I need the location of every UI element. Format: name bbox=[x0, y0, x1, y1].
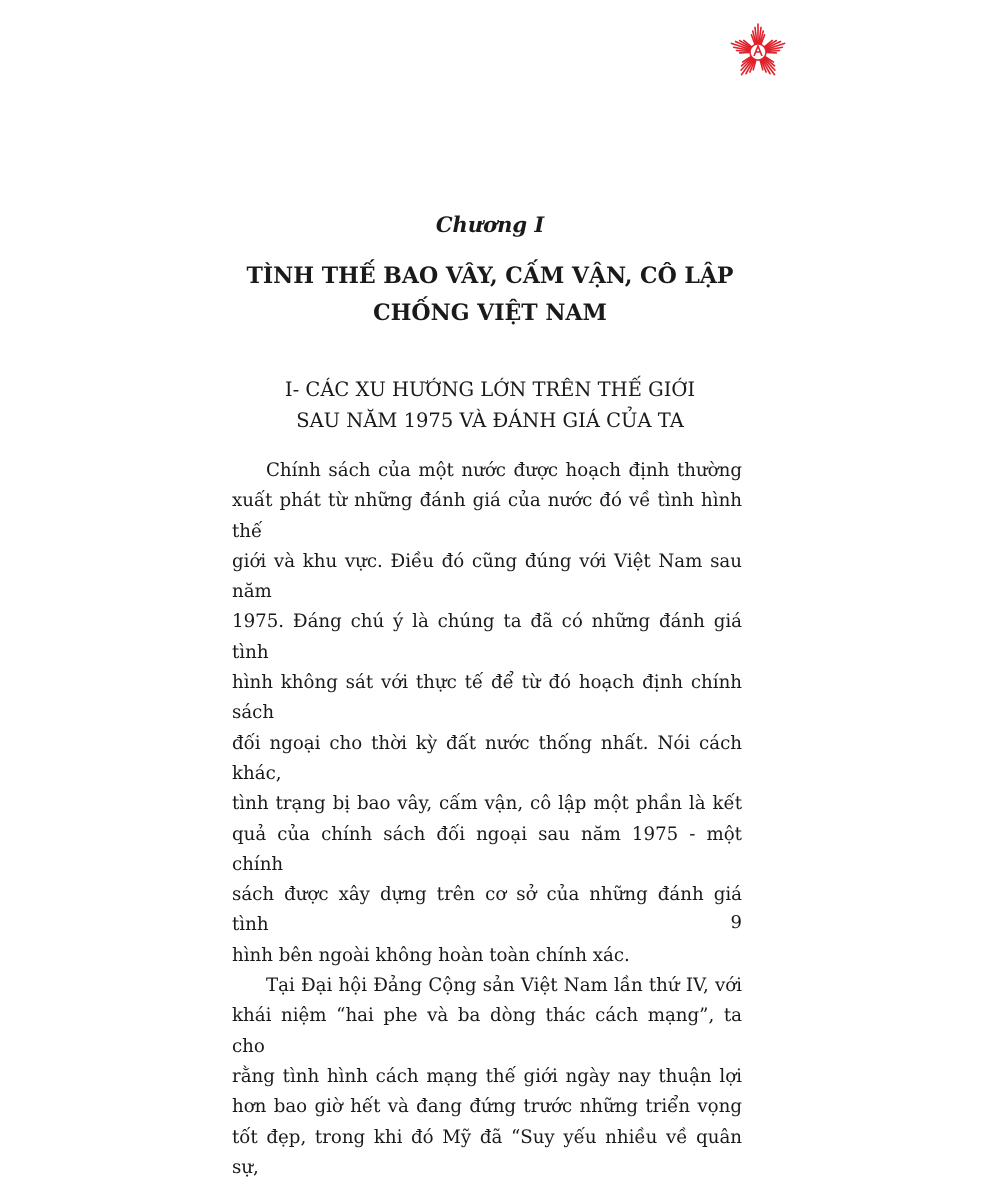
page-number: 9 bbox=[720, 912, 742, 933]
text-line: tình trạng bị bao vây, cấm vận, cô lập một phần là kết bbox=[232, 789, 742, 819]
text-line: tốt đẹp, trong khi đó Mỹ đã “Suy yếu nhiều về quân sự, bbox=[232, 1123, 742, 1183]
chapter-title-line: CHỐNG VIỆT NAM bbox=[0, 295, 980, 332]
text-line: Chính sách của một nước được hoạch định thường bbox=[232, 456, 742, 486]
text-line: hình không sát với thực tế để từ đó hoạch định chính sách bbox=[232, 668, 742, 729]
text-line: xuất phát từ những đánh giá của nước đó về tình hình thế bbox=[232, 486, 742, 547]
chapter-title-line: TÌNH THẾ BAO VÂY, CẤM VẬN, CÔ LẬP bbox=[0, 258, 980, 295]
section-heading-line: I- CÁC XU HƯỚNG LỚN TRÊN THẾ GIỚI bbox=[0, 374, 980, 405]
text-line: hơn bao giờ hết và đang đứng trước những triển vọng bbox=[232, 1092, 742, 1122]
logo-center-mark bbox=[754, 46, 762, 56]
publisher-star-logo bbox=[728, 22, 788, 82]
text-line: 1975. Đáng chú ý là chúng ta đã có những đánh giá tình bbox=[232, 607, 742, 668]
chapter-label: Chương I bbox=[0, 212, 980, 237]
paragraph bbox=[232, 456, 742, 971]
text-line: quả của chính sách đối ngoại sau năm 1975 - một chính bbox=[232, 820, 742, 881]
chapter-title bbox=[0, 258, 980, 332]
section-heading-line: SAU NĂM 1975 VÀ ĐÁNH GIÁ CỦA TA bbox=[0, 405, 980, 436]
text-line: giới và khu vực. Điều đó cũng đúng với Việt Nam sau năm bbox=[232, 547, 742, 608]
text-line: Tại Đại hội Đảng Cộng sản Việt Nam lần thứ IV, với bbox=[232, 971, 742, 1001]
text-line: rằng tình hình cách mạng thế giới ngày nay thuận lợi bbox=[232, 1062, 742, 1092]
text-line: khái niệm “hai phe và ba dòng thác cách mạng”, ta cho bbox=[232, 1001, 742, 1062]
logo-ray bbox=[767, 50, 780, 51]
text-line: hình bên ngoài không hoàn toàn chính xác. bbox=[232, 941, 742, 971]
paragraph bbox=[232, 971, 742, 1183]
text-line: đối ngoại cho thời kỳ đất nước thống nhất. Nói cách khác, bbox=[232, 729, 742, 790]
body-text bbox=[232, 456, 742, 1183]
section-heading bbox=[0, 374, 980, 436]
text-line: sách được xây dựng trên cơ sở của những đánh giá tình bbox=[232, 880, 742, 941]
